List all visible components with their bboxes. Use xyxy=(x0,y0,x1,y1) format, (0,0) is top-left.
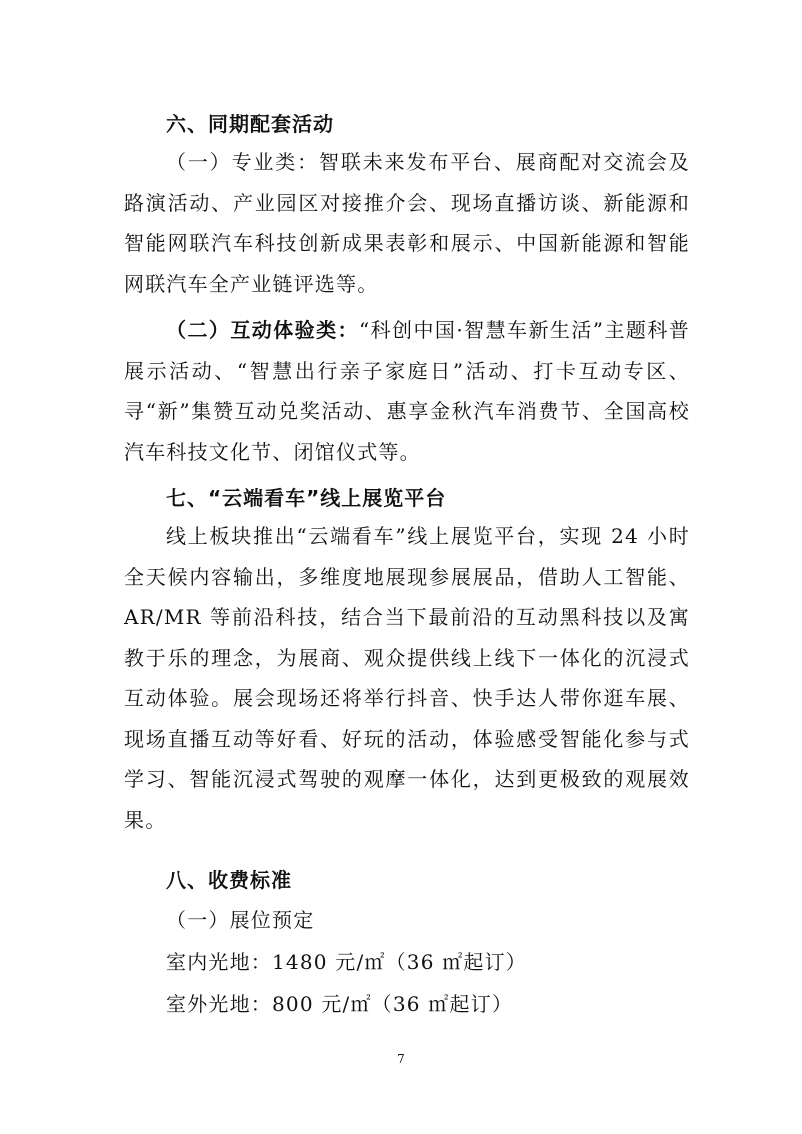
section-7-heading: 七、“云端看车”线上展览平台 xyxy=(166,486,447,510)
section-7-paragraph: 线上板块推出“云端看车”线上展览平台，实现 24 小时全天候内容输出，多维度地展现参展展品，借助人工智能、AR/MR 等前沿科技，结合当下最前沿的互动黑科技以及寓教于乐的理念，为展商、观众提供线上线下一体化的沉浸式互动体验。展会现场还将举行抖音、快手达人带你逛车展、现场直播互动等好看、好玩的活动，体验感受智能化参与式学习、智能沉浸式驾驶的观摩一体化，达到更极致的观展效果。 xyxy=(124,524,690,832)
professional-activities-text: 智联未来发布平台、展商配对交流会及路演活动、产业园区对接推介会、现场直播访谈、新能源和智能网联汽车科技创新成果表彰和展示、中国新能源和智能网联汽车全产业链评选等。 xyxy=(124,150,690,296)
page-number: 7 xyxy=(397,1052,405,1066)
outdoor-space-price: 室外光地：800 元/㎡（36 ㎡起订） xyxy=(166,992,514,1016)
indoor-space-price: 室内光地：1480 元/㎡（36 ㎡起订） xyxy=(166,950,528,974)
professional-subheading: （一）专业类： xyxy=(166,150,320,174)
interactive-activities-text: “科创中国·智慧车新生活”主题科普展示活动、“智慧出行亲子家庭日”活动、打卡互动专区、寻“新”集赞互动兑奖活动、惠享金秋汽车消费节、全国高校汽车科技文化节、闭馆仪式等。 xyxy=(124,318,690,464)
section-8-heading: 八、收费标准 xyxy=(166,868,292,892)
section-6-paragraph-2 xyxy=(124,310,690,472)
section-6-paragraph-1 xyxy=(124,142,690,304)
section-6-heading: 六、同期配套活动 xyxy=(166,112,334,136)
interactive-subheading: （二）互动体验类： xyxy=(166,318,359,342)
booth-booking-subheading: （一）展位预定 xyxy=(166,908,315,932)
